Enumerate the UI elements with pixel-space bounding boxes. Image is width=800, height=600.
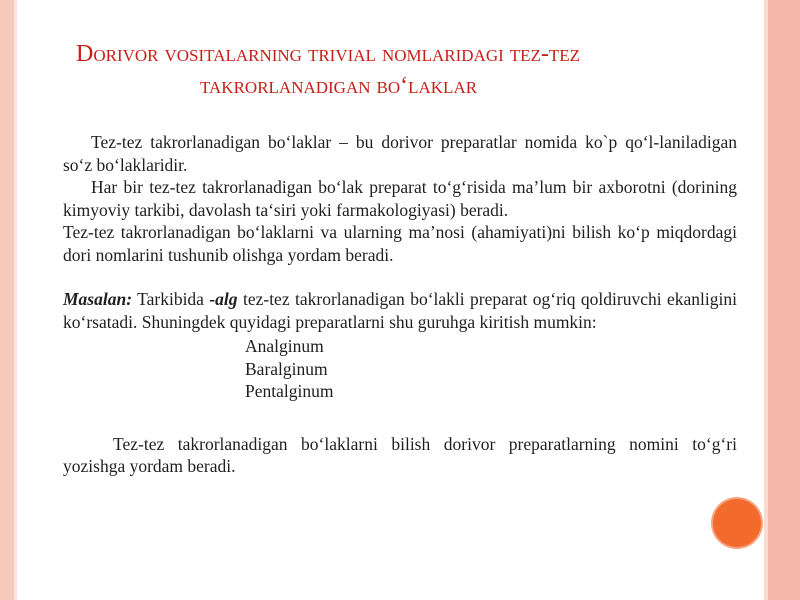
orange-circle-decoration (713, 499, 761, 547)
spacer (63, 266, 737, 288)
example-label: Masalan: (63, 289, 133, 309)
example-prefix: Tarkibida (137, 289, 204, 309)
slide-title (60, 38, 730, 102)
conclusion-paragraph: Tez-tez takrorlanadigan bo‘laklarni bilish dorivor preparatlarning nomini to‘g‘ri yozishga yordam beradi. (63, 433, 737, 476)
example-suffix: -alg (209, 289, 238, 309)
slide-title-line-1: Dorivor vositalarning trivial nomlaridagi tez-tez (76, 41, 581, 67)
slide-title-line-2: takrorlanadigan bo‘laklar (200, 73, 478, 99)
example-paragraph (63, 288, 737, 333)
drug-list (245, 335, 737, 403)
left-border-inner-decoration (14, 0, 17, 600)
information-paragraph: Har bir tez-tez takrorlanadigan bo‘lak preparat to‘g‘risida ma’lum bir axborotni (dorining kimyoviy tarkibi, davolash ta‘siri yoki farmakologiyasi) beradi. (63, 177, 737, 220)
example-text: tez-tez takrorlanadigan bo‘lakli preparat og‘riq qoldiruvchi ekanligini ko‘rsatadi. Shuningdek quyidagi preparatlarni shu guruhga kiritish mumkin: (63, 289, 737, 332)
drug-item: Pentalginum (245, 381, 334, 401)
left-border-decoration (0, 0, 14, 600)
right-border-decoration (768, 0, 800, 600)
meaning-paragraph: Tez-tez takrorlanadigan bo‘laklarni va ularning ma’nosi (ahamiyati)ni bilish ko‘p miqdordagi dori nomlarini tushunib olishga yordam beradi. (63, 222, 737, 265)
drug-item: Baralginum (245, 358, 328, 379)
definition-paragraph: Tez-tez takrorlanadigan bo‘laklar – bu dorivor preparatlar nomida ko`p qo‘l-laniladigan so‘z bo‘laklaridir. (63, 132, 737, 175)
drug-item: Analginum (245, 336, 324, 356)
slide-body (63, 131, 737, 478)
